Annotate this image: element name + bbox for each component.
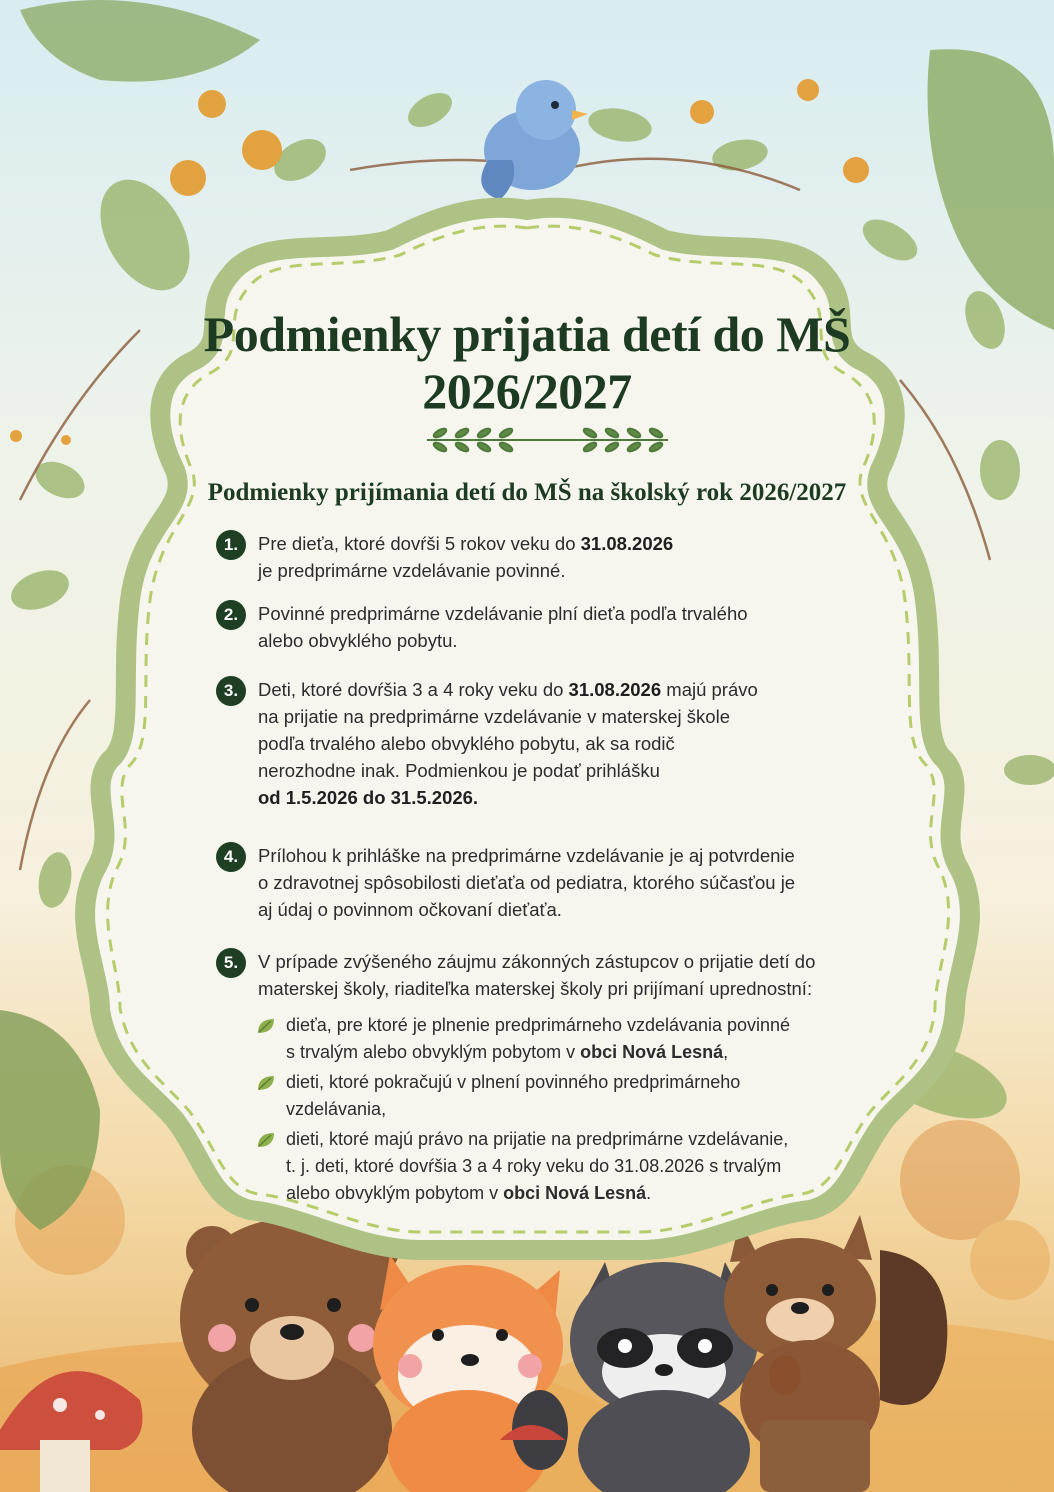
sub-bullet: dieti, ktoré pokračujú v plnení povinného predprimárneho vzdelávania,: [256, 1069, 866, 1123]
list-item-4: [216, 842, 866, 923]
title-line-2: 2026/2027: [422, 363, 632, 419]
list-item-1: [216, 530, 866, 584]
number-badge: 5.: [216, 948, 246, 978]
list-item-3: [216, 676, 866, 811]
title-line-1: Podmienky prijatia detí do MŠ: [203, 306, 851, 362]
number-badge: 4.: [216, 842, 246, 872]
list-item-2: [216, 600, 866, 654]
list-item-5: [216, 948, 866, 1002]
item-text: Povinné predprimárne vzdelávanie plní dieťa podľa trvalého alebo obvyklého pobytu.: [258, 603, 748, 651]
leaf-bullet-icon: [256, 1131, 276, 1149]
leaf-bullet-icon: [256, 1074, 276, 1092]
number-badge: 1.: [216, 530, 246, 560]
item-text: V prípade zvýšeného záujmu zákonných zástupcov o prijatie detí do materskej školy, riaditeľka materskej školy pri prijímaní uprednostní:: [258, 951, 816, 999]
leaf-bullet-icon: [256, 1017, 276, 1035]
sub-bullet: dieti, ktoré majú právo na prijatie na predprimárne vzdelávanie, t. j. deti, ktoré dovŕšia 3 a 4 roky veku do 31.08.2026 s trvalým alebo obvyklým pobytom v obci Nová Lesná.: [256, 1126, 866, 1207]
page-title: [140, 306, 914, 420]
item-text: Pre dieťa, ktoré dovŕši 5 rokov veku do 31.08.2026 je predprimárne vzdelávanie povinné.: [258, 533, 674, 581]
subtitle: Podmienky prijímania detí do MŠ na školský rok 2026/2027: [207, 479, 847, 506]
item-text: Prílohou k prihláške na predprimárne vzdelávanie je aj potvrdenie o zdravotnej spôsobilosti dieťaťa od pediatra, ktorého súčasťou je aj údaj o povinnom očkovaní dieťaťa.: [258, 845, 796, 920]
sub-bullet: dieťa, pre ktoré je plnenie predprimárneho vzdelávania povinné s trvalým alebo obvyklým pobytom v obci Nová Lesná,: [256, 1012, 866, 1066]
number-badge: 2.: [216, 600, 246, 630]
sub-bullet-list: [256, 1012, 866, 1210]
number-badge: 3.: [216, 676, 246, 706]
item-text: Deti, ktoré dovŕšia 3 a 4 roky veku do 31.08.2026 majú právo na prijatie na predprimárne vzdelávanie v materskej škole podľa trvalého alebo obvyklého pobytu, ak sa rodič nerozhodne inak. Podmienkou je podať prihlášku od 1.5.2026 do 31.5.2026.: [258, 679, 758, 808]
